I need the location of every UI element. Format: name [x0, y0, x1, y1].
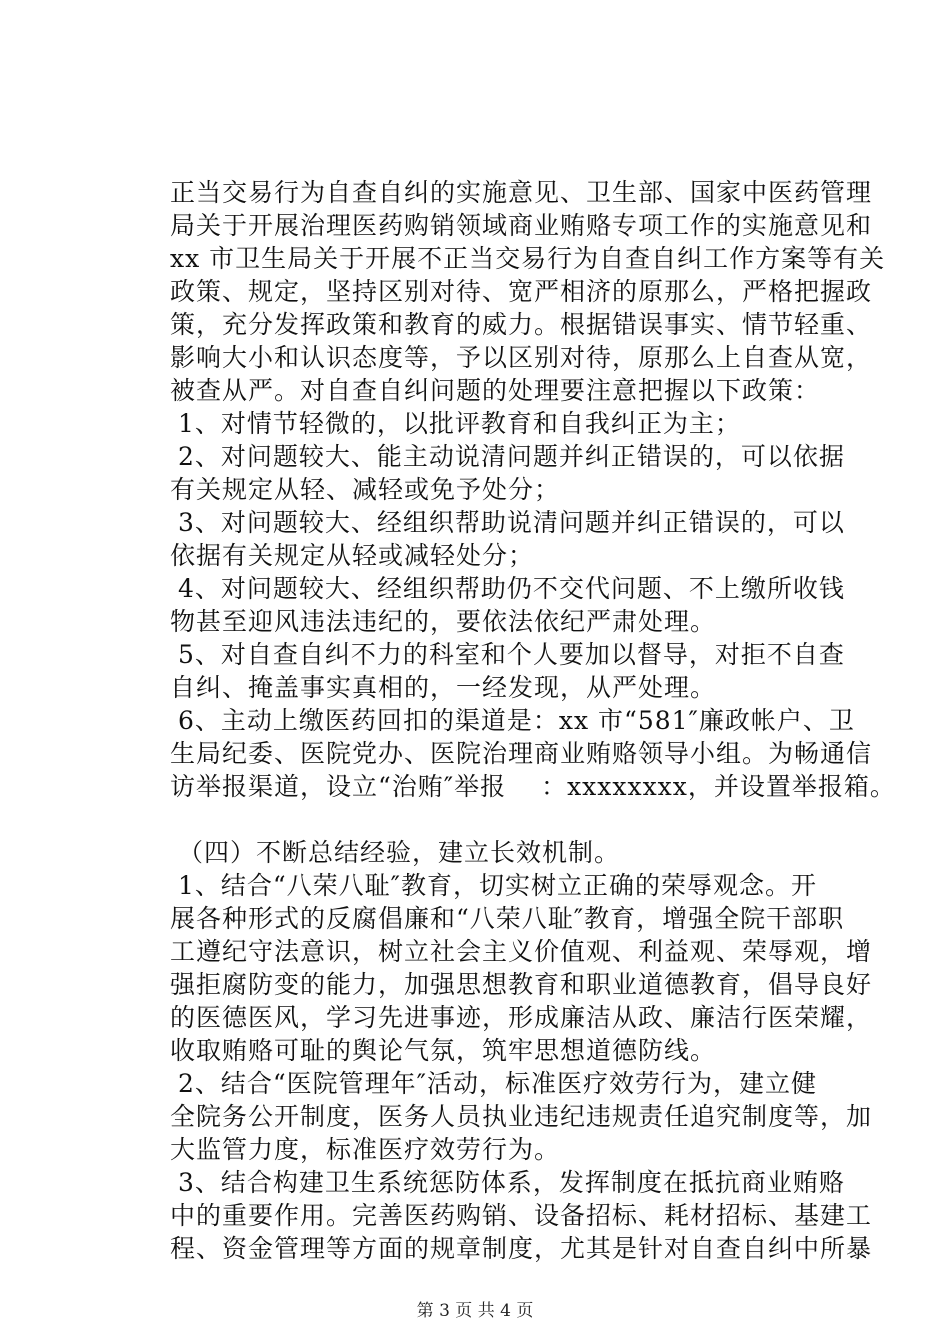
text-line: 中的重要作用。完善医药购销、设备招标、耗材招标、基建工 [170, 1201, 873, 1230]
list-item-5: 5、对自查自纠不力的科室和个人要加以督导，对拒不自查 [178, 640, 845, 669]
text-line: 策，充分发挥政策和教育的威力。根据错误事实、情节轻重、 [170, 310, 873, 339]
text-line: 生局纪委、医院党办、医院治理商业贿赂领导小组。为畅通信 [170, 739, 873, 768]
text-line: xx 市卫生局关于开展不正当交易行为自查自纠工作方案等有关 [170, 244, 886, 273]
text-line: 全院务公开制度，医务人员执业违纪违规责任追究制度等，加 [170, 1102, 873, 1131]
text-line: 访举报渠道，设立“治贿″举报 ：xxxxxxxx，并设置举报箱。 [170, 772, 896, 801]
list-item-3: 3、结合构建卫生系统惩防体系，发挥制度在抵抗商业贿赂 [178, 1168, 845, 1197]
text-line: 收取贿赂可耻的舆论气氛，筑牢思想道德防线。 [170, 1036, 717, 1065]
text-line: 局关于开展治理医药购销领域商业贿赂专项工作的实施意见和 [170, 211, 873, 240]
text-line: 的医德医风，学习先进事迹，形成廉洁从政、廉洁行医荣耀， [170, 1003, 873, 1032]
list-item-2: 2、结合“医院管理年″活动，标准医疗效劳行为，建立健 [178, 1069, 818, 1098]
list-item-2: 2、对问题较大、能主动说清问题并纠正错误的，可以依据 [178, 442, 845, 471]
text-line: 物甚至迎风违法违纪的，要依法依纪严肃处理。 [170, 607, 717, 636]
text-line: 政策、规定，坚持区别对待、宽严相济的原那么，严格把握政 [170, 277, 873, 306]
text-line: 工遵纪守法意识，树立社会主义价值观、利益观、荣辱观，增 [170, 937, 873, 966]
text-line: 有关规定从轻、减轻或免予处分； [170, 475, 561, 504]
text-line: 依据有关规定从轻或减轻处分； [170, 541, 535, 570]
text-line: 程、资金管理等方面的规章制度，尤其是针对自查自纠中所暴 [170, 1234, 873, 1263]
list-item-4: 4、对问题较大、经组织帮助仍不交代问题、不上缴所收钱 [178, 574, 845, 603]
list-item-1: 1、结合“八荣八耻″教育，切实树立正确的荣辱观念。开 [178, 871, 818, 900]
text-line: 正当交易行为自查自纠的实施意见、卫生部、国家中医药管理 [170, 178, 873, 207]
text-line: 展各种形式的反腐倡廉和“八荣八耻″教育，增强全院干部职 [170, 904, 845, 933]
text-line: 强拒腐防变的能力，加强思想教育和职业道德教育，倡导良好 [170, 970, 873, 999]
text-line: 被查从严。对自查自纠问题的处理要注意把握以下政策： [170, 376, 821, 405]
section-heading: （四）不断总结经验，建立长效机制。 [178, 838, 621, 867]
text-line: 影响大小和认识态度等，予以区别对待，原那么上自查从宽， [170, 343, 873, 372]
text-line: 大监管力度，标准医疗效劳行为。 [170, 1135, 561, 1164]
list-item-3: 3、对问题较大、经组织帮助说清问题并纠正错误的，可以 [178, 508, 845, 537]
list-item-1: 1、对情节轻微的，以批评教育和自我纠正为主； [178, 409, 741, 438]
list-item-6: 6、主动上缴医药回扣的渠道是：xx 市“581″廉政帐户、卫 [178, 706, 855, 735]
text-line: 自纠、掩盖事实真相的，一经发现，从严处理。 [170, 673, 717, 702]
page-footer: 第 3 页 共 4 页 [416, 1301, 534, 1321]
